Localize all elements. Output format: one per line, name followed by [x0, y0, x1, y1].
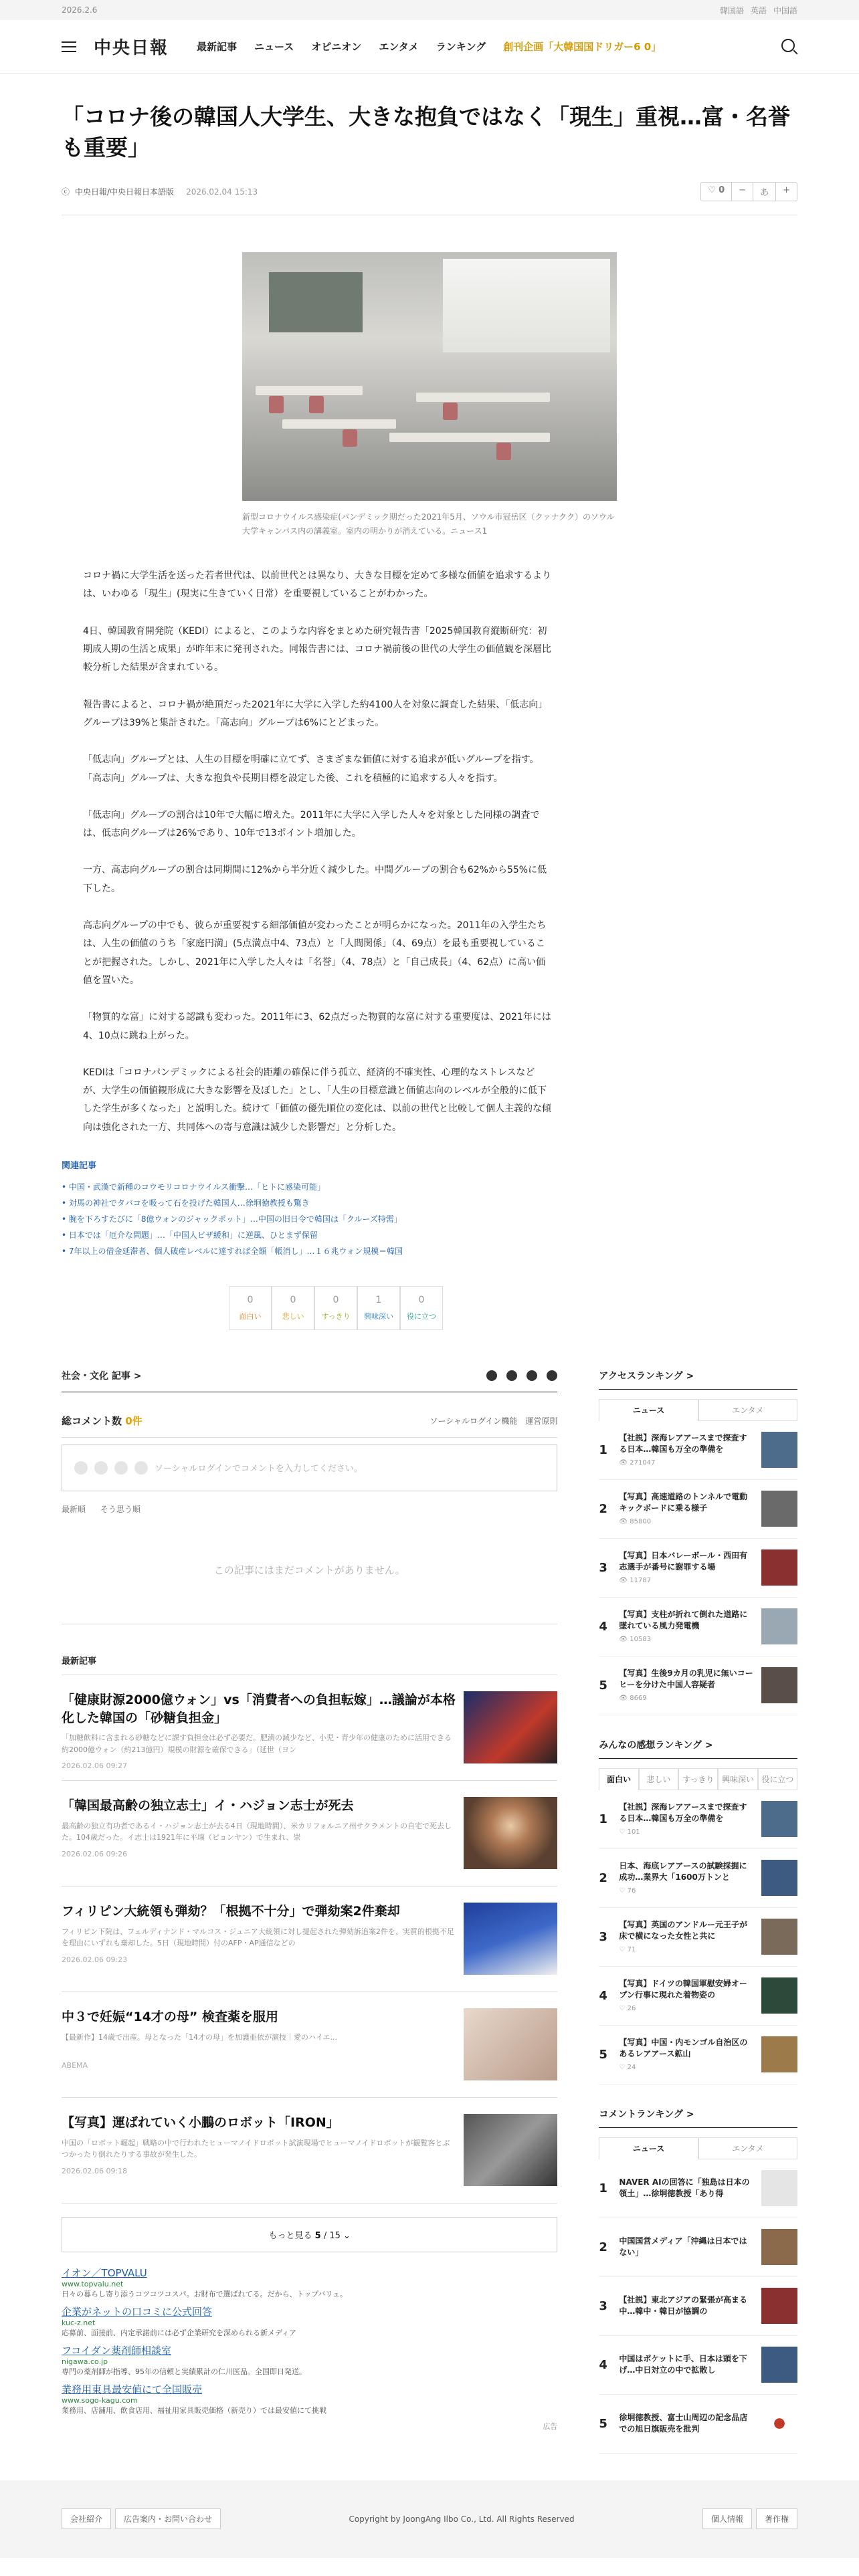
ranking-item[interactable]: 1 NAVER AIの回答に「独島は日本の領土」…徐坰徳教授「あり得 [599, 2159, 797, 2218]
article-paragraph: KEDIは「コロナパンデミックによる社会的距離の確保に伴う孤立、経済的不確実性、心理的なストレスなどが、大学生の価値観形成に大きな影響を及ぼした」とし、「人生の目標意識と価値志向のレベルが全般的に低下した学生が多くなった」と説明した。続けて「価値の優先順位の変化は、以前の世代と比較して個人主義的な傾向は強化された一方、共同体への寄与意識は減少した影響だ」と分析した。 [83, 1067, 551, 1133]
news-thumbnail [464, 1797, 557, 1869]
article-paragraph: 「低志向」グループとは、人生の目標を明確に立てず、さまざまな価値に対する追求が低いグループを指す。「高志向」グループは、大きな抱負や長期目標を設定した後、これを積極的に追求する人々を指す。 [83, 754, 539, 784]
current-date: 2026.2.6 [62, 5, 98, 15]
news-item[interactable]: 「健康財源2000億ウォン」vs「消費者への負担転嫁」…議論が本格化した韓国の「砂糖負担金」 「加糖飲料に含まれる砂糖などに課す負担金は必ず必要だ。肥満の減少など、小児・青少年の健康のために活用できる約2000億ウォン（約213億円）規模の財源を確保できる」（延世（ヨン 2026.02.06 09:27 [62, 1675, 557, 1781]
related-link[interactable]: • 対馬の神社でタバコを吸って石を投げた韓国人…徐坰徳教授も驚き [62, 1195, 797, 1211]
news-item[interactable]: 中３で妊娠“14才の母” 検査薬を服用 【最新作】14歳で出産。母となった「14才の母」を加護亜依が演技｜愛のハイエ... ABEMA [62, 1992, 557, 2098]
line-share-icon[interactable] [527, 1370, 537, 1381]
ranking-item[interactable]: 2 【写真】高速道路のトンネルで電動キックボードに乗る様子 👁 85800 [599, 1480, 797, 1539]
facebook-login-icon[interactable] [94, 1461, 108, 1475]
like-button[interactable]: ♡ 0 [701, 183, 732, 201]
footer-company-link[interactable]: 会社紹介 [62, 2508, 111, 2529]
ranking-item[interactable]: 3 【写真】英国のアンドルー元王子が床で横になった女性と共に ♡ 71 [599, 1908, 797, 1967]
news-item[interactable]: 【写真】運ばれていく小鵬のロボット「IRON」 中国の「ロボット崛起」戦略の中で行われたヒューマノイドロボット試演現場でヒューマノイドロボットが観覧客とぶつかったり倒れたりする事故が発生した。 2026.02.06 09:18 [62, 2098, 557, 2204]
sidebar [599, 1360, 797, 2454]
article-tools [700, 182, 797, 201]
ranking-item[interactable]: 2 中国国営メディア「沖縄は日本ではない」 [599, 2218, 797, 2277]
ranking-item[interactable]: 3 【社説】東北アジアの緊張が高まる中…韓中・韓日が協調の [599, 2277, 797, 2336]
sort-latest[interactable]: 最新順 [62, 1504, 86, 1514]
comment-ranking-tabs: ニュース エンタメ [599, 2137, 797, 2159]
article-paragraph: 4日、韓国教育開発院（KEDI）によると、このような内容をまとめた研究報告書「2025韓国教育縦断研究：初期成人期の生活と成果」が昨年末に発刊された。同報告書には、コロナ禍前後の世代の大学生の価値観を深層比較分析した結果が含まれている。 [83, 625, 551, 673]
font-size-label: あ [753, 183, 776, 201]
latest-news-title: 最新記事 [62, 1654, 557, 1675]
comment-sort-tabs [62, 1503, 557, 1515]
reaction-refreshing[interactable]: 0 すっきり [314, 1286, 357, 1330]
access-ranking-tabs [599, 1399, 797, 1421]
site-footer [0, 2480, 859, 2558]
main-header [0, 20, 859, 74]
article-body [83, 567, 551, 1137]
reaction-sad[interactable]: 0 悲しい [272, 1286, 314, 1330]
ad-item[interactable]: フコイダン薬剤師相談室 nigawa.co.jp 専門の薬剤師が指導、95年の信頼と実績累計の仁川医品。全国即日発送。 [62, 2344, 306, 2376]
comment-placeholder: ソーシャルログインでコメントを入力してください。 [155, 1464, 363, 1475]
social-login-button[interactable]: ソーシャルログイン機能 [430, 1416, 518, 1426]
ad-item[interactable]: 企業がネットの口コミに公式回答 kuc-z.net 応募前、面接前、内定承諾前には必ず企業研究を深められる新メディア [62, 2305, 297, 2337]
lang-korean[interactable]: 韓国語 [719, 5, 744, 15]
total-pages: 15 [329, 2230, 341, 2241]
comment-ranking-title[interactable]: コメントランキング > [599, 2098, 797, 2128]
comments-header: 総コメント数 0件 ソーシャルログイン機能 運営原則 [62, 1414, 557, 1438]
news-item[interactable]: フィリピン大統領も弾劾？「根拠不十分」で弾劾案2件棄却 フィリピン下院は、フェルディナンド・マルコス・ジュニア大統領に対し提起された弾劾訴追案2件を、実質的根拠不足を理由にいずれも棄却した。5日（現地時間）付のAFP・AP通信などの 2026.02.06 09:23 [62, 1887, 557, 1992]
site-logo[interactable]: 中央日報 [94, 38, 169, 58]
article-date: 2026.02.04 15:13 [186, 187, 258, 197]
share-bar [62, 1360, 557, 1392]
ranking-item[interactable]: 1 【社説】深海レアアースまで探査する日本…韓国も万全の準備を 👁 271047 [599, 1421, 797, 1480]
comment-rules-link[interactable]: 運営原則 [525, 1416, 558, 1426]
ranking-item[interactable]: 3 【写真】日本バレーボール・西田有志選手が番号に謝罪する場 👁 11787 [599, 1539, 797, 1598]
news-thumbnail [464, 2114, 557, 2186]
article-meta [62, 182, 797, 201]
main-column [62, 1360, 557, 2454]
nav-entertainment[interactable]: エンタメ [379, 41, 419, 53]
more-button[interactable]: もっと見る 5 / 15 ⌄ [62, 2217, 557, 2252]
tab-entertainment[interactable]: エンタメ [698, 1399, 797, 1421]
x-login-icon[interactable] [74, 1461, 88, 1475]
facebook-share-icon[interactable] [506, 1370, 517, 1381]
search-icon[interactable] [781, 39, 795, 52]
related-link[interactable]: • 中国・武漢で新種のコウモリコロナウイルス衝撃…「ヒトに感染可能」 [62, 1179, 797, 1195]
ranking-item[interactable]: 4 中国はポケットに手、日本は頭を下げ…中日対立の中で拡散し [599, 2336, 797, 2395]
main-nav [197, 39, 661, 53]
font-decrease-button[interactable]: − [732, 183, 753, 201]
lang-chinese[interactable]: 中国語 [773, 5, 797, 15]
article-paragraph: 一方、高志向グループの割合は同期間に12%から半分近く減少した。中間グループの割合も62%から55%に低下した。 [83, 865, 547, 894]
photo-caption: 新型コロナウイルス感染症(パンデミック期だった2021年5月、ソウル市冠岳区（クァナクク）のソウル大学キャンパス内の講義室。室内の明かりが消えている。ニュース1 [242, 512, 615, 536]
footer-copyright-link[interactable]: 著作権 [756, 2508, 797, 2529]
related-link[interactable]: • 日本では「厄介な問題」…「中国人ビザ緩和」に逆風、ひとまず保留 [62, 1227, 797, 1243]
language-links [720, 5, 797, 16]
footer-privacy-link[interactable]: 個人情報 [702, 2508, 752, 2529]
ad-label: 広告 [543, 2422, 558, 2431]
comment-count: 0件 [125, 1414, 142, 1427]
yahoo-login-icon[interactable] [134, 1461, 148, 1475]
news-thumbnail [464, 1691, 557, 1763]
article-byline: 中央日報/中央日報日本語版 [75, 187, 175, 197]
ad-item[interactable]: イオン／TOPVALU www.topvalu.net 日々の暮らし寄り添うコツコツコスパ。お財布で選ばれてる。だから、トップバリュ。 [62, 2266, 348, 2298]
article-paragraph: コロナ禍に大学生活を送った若者世代は、以前世代とは異なり、大きな目標を定めて多様な価値を追求するよりは、いわゆる「現生」(現実に生きていく日常）を重要視していることがわかった。 [83, 570, 551, 600]
article-photo-block [242, 252, 617, 538]
article-paragraph: 「低志向」グループの割合は10年で大幅に増えた。2011年に大学に入学した人々を対象とした同様の調査では、低志向グループは26%であり、10年で13ポイント増加した。 [83, 809, 540, 839]
nav-news[interactable]: ニュース [254, 41, 294, 53]
nav-ranking[interactable]: ランキング [436, 41, 486, 53]
copyright-icon: ⓒ [62, 187, 70, 197]
tab-news[interactable]: ニュース [599, 1399, 698, 1421]
news-item[interactable]: 「韓国最高齢の独立志士」イ・ハジョン志士が死去 最高齢の独立有功者であるイ・ハジョン志士が去る4日（現地時間）、米カリフォルニア州サクラメントの自宅で死去した。104歳だった。イ志士は1921年に平壌（ピョンヤン）で生まれ、崇 2026.02.06 09:26 [62, 1781, 557, 1887]
top-utility-bar [0, 0, 859, 20]
related-articles [62, 1158, 797, 1259]
article-paragraph: 報告書によると、コロナ禍が絶頂だった2021年に大学に入学した約4100人を対象に調査した結果、「低志向」グループは39%と集計された。「高志向」グループは6%にとどまった。 [83, 699, 548, 728]
reaction-funny[interactable]: 0 面白い [229, 1286, 272, 1330]
reaction-ranking-tabs: 面白い 悲しい すっきり 興味深い 役に立つ [599, 1768, 797, 1790]
article-header [62, 74, 797, 215]
related-title: 関連記事 [62, 1160, 97, 1171]
lang-english[interactable]: 英語 [750, 5, 767, 15]
news-thumbnail [464, 1903, 557, 1975]
article-photo [242, 252, 617, 501]
reaction-buttons [62, 1286, 610, 1330]
ranking-item[interactable]: 5 【写真】生後9カ月の乳児に無いコーヒーを分けた中国人容疑者 👁 8669 [599, 1656, 797, 1715]
article-paragraph: 高志向グループの中でも、彼らが重要視する細部価値が変わったことが明らかになった。2011年の入学生たちは、人生の価値のうち「家庭円満」(5点満点中4、73点）と「人間関係」（4、69点）を最も重要視していることが把握された。しかし、2021年に入学した人々は「名誉」（4、78点）と「自己成長」（4、62点）に高い価値を置いた。 [83, 920, 547, 986]
footer-copyright: Copyright by JoongAng Ilbo Co., Ltd. All Rights Reserved [349, 2514, 575, 2524]
nav-special-feature[interactable]: 創刊企画「大韓国国ドリガー6 0」 [503, 41, 662, 53]
article-headline: 「コロナ後の韓国人大学生、大きな抱負ではなく「現生」重視…富・名誉も重要」 [62, 104, 790, 161]
nav-latest[interactable]: 最新記事 [197, 41, 237, 53]
nav-opinion[interactable]: オピニオン [311, 41, 362, 53]
sort-agree[interactable]: そう思う順 [100, 1504, 141, 1514]
reaction-interesting[interactable]: 1 興味深い [357, 1286, 400, 1330]
access-ranking-title[interactable]: アクセスランキング > [599, 1360, 797, 1390]
x-share-icon[interactable] [486, 1370, 497, 1381]
like-count: 0 [719, 185, 725, 196]
section-link[interactable]: 社会・文化 記事 > [62, 1370, 142, 1382]
mail-share-icon[interactable] [547, 1370, 557, 1381]
reaction-ranking-title[interactable]: みんなの感想ランキング > [599, 1729, 797, 1759]
related-link[interactable]: • 7年以上の借金延滞者、個人破産レベルに達すれば全額「帳消し」…１６兆ウォン規模＝韓国 [62, 1243, 797, 1259]
footer-ad-contact-link[interactable]: 広告案内・お問い合わせ [115, 2508, 221, 2529]
font-increase-button[interactable]: + [783, 185, 790, 196]
ranking-item[interactable]: 4 【写真】ドイツの韓国軍慰安婦オープン行事に現れた着物姿の ♡ 26 [599, 1967, 797, 2026]
line-login-icon[interactable] [114, 1461, 128, 1475]
reaction-helpful[interactable]: 0 役に立つ [400, 1286, 443, 1330]
current-page: 5 [314, 2230, 321, 2241]
no-comments-message: この記事にはまだコメントがありません。 [62, 1521, 557, 1624]
comment-input[interactable] [62, 1444, 557, 1491]
article-paragraph: 「物質的な富」に対する認識も変わった。2011年に3、62点だった物質的な富に対する重要度は、2021年には4、10点に跳ね上がった。 [83, 1012, 551, 1041]
ad-block [62, 2266, 557, 2432]
hamburger-menu-icon[interactable] [62, 41, 76, 52]
ranking-item[interactable]: 1 【社説】深海レアアースまで探査する日本…韓国も万全の準備を ♡ 101 [599, 1790, 797, 1849]
ranking-item[interactable]: 5 【写真】中国・内モンゴル自治区のあるレアアース鉱山 ♡ 24 [599, 2026, 797, 2084]
ranking-item[interactable]: 5 徐坰徳教授、富士山周辺の記念品店での旭日旗販売を批判 [599, 2395, 797, 2454]
ranking-item[interactable]: 4 【写真】支柱が折れて倒れた道路に墜れている風力発電機 👁 10583 [599, 1598, 797, 1656]
ranking-item[interactable]: 2 日本、海底レアアースの試験採掘に成功…業界大「1600万トンと ♡ 76 [599, 1849, 797, 1908]
related-link[interactable]: • 腕を下ろすたびに「8億ウォンのジャックポット」…中国の旧日令で韓国は「クルーズ特需」 [62, 1211, 797, 1227]
ad-item[interactable]: 業務用東具最安値にて全国販売 www.sogo-kagu.com 業務用、店舗用、飲食店用、福祉用家具販売価格（新売り）では最安値にて挑戦 [62, 2383, 326, 2415]
news-thumbnail [464, 2008, 557, 2080]
